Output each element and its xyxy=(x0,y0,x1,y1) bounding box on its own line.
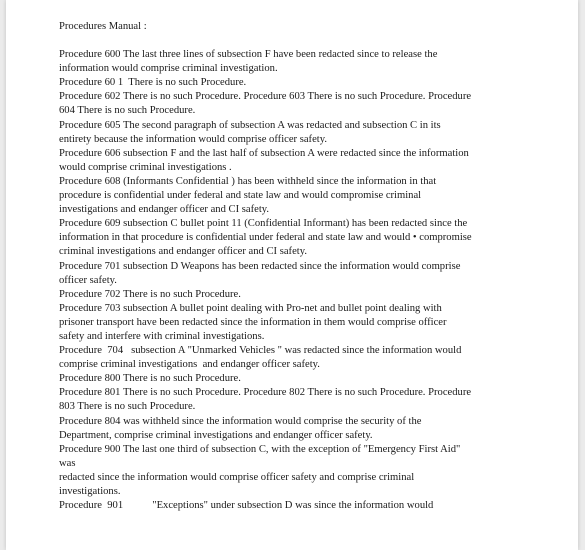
text-line: Procedure 804 was withheld since the information would comprise the security of the xyxy=(59,415,422,427)
text-line: Procedure 801 There is no such Procedure. Procedure 802 There is no such Procedure. Procedure xyxy=(59,387,472,399)
text-line: comprise criminal investigations and endanger officer safety. xyxy=(59,359,320,371)
text-line: Procedure 608 (Informants Confidential ) has been withheld since the information in that xyxy=(59,175,437,187)
procedure-paragraph xyxy=(59,147,529,175)
text-line: Procedure 606 subsection F and the last half of subsection A were redacted since the information xyxy=(59,147,469,159)
text-line: 604 There is no such Procedure. xyxy=(59,105,196,117)
text-line: procedure is confidential under federal and state law and would compromise criminal xyxy=(59,190,422,202)
document-title: Procedures Manual : xyxy=(59,21,147,32)
text-line: Procedure 702 There is no such Procedure. xyxy=(59,288,241,300)
text-line: safety and interfere with criminal investigations. xyxy=(59,330,265,342)
procedure-paragraph xyxy=(59,443,529,499)
procedure-paragraph xyxy=(59,175,529,217)
procedure-paragraph xyxy=(59,288,529,302)
text-line: information would comprise criminal investigation. xyxy=(59,63,278,75)
text-line: Procedure 704 subsection A "Unmarked Vehicles " was redacted since the information would xyxy=(59,345,462,357)
procedure-paragraph xyxy=(59,415,529,443)
text-line: redacted since the information would comprise officer safety and comprise criminal xyxy=(59,471,415,483)
text-line: Procedure 60 1 There is no such Procedure. xyxy=(59,77,247,89)
text-line: officer safety. xyxy=(59,274,117,286)
procedure-paragraph xyxy=(59,119,529,147)
paragraph-list xyxy=(59,48,529,513)
procedure-paragraph xyxy=(59,260,529,288)
document-content xyxy=(59,20,529,513)
procedure-paragraph xyxy=(59,344,529,372)
text-line: Procedure 703 subsection A bullet point dealing with Pro-net and bullet point dealing with xyxy=(59,302,442,314)
text-line: entirety because the information would comprise officer safety. xyxy=(59,133,327,145)
text-line: Procedure 602 There is no such Procedure. Procedure 603 There is no such Procedure. Procedure xyxy=(59,91,472,103)
text-line: Procedure 600 The last three lines of subsection F have been redacted since to release the xyxy=(59,49,438,61)
procedure-paragraph xyxy=(59,76,529,90)
text-line: Procedure 800 There is no such Procedure. xyxy=(59,373,241,385)
text-line: 803 There is no such Procedure. xyxy=(59,401,196,413)
procedure-paragraph xyxy=(59,90,529,118)
text-line: Procedure 605 The second paragraph of subsection A was redacted and subsection C in its xyxy=(59,119,441,131)
text-line: prisoner transport have been redacted since the information in them would comprise officer xyxy=(59,316,447,328)
text-line: investigations. xyxy=(59,486,121,497)
text-line: Procedure 900 The last one third of subsection C, with the exception of "Emergency First Aid" xyxy=(59,443,461,455)
procedure-paragraph xyxy=(59,48,529,76)
procedure-paragraph xyxy=(59,386,529,414)
text-line: criminal investigations and endanger officer and CI safety. xyxy=(59,246,307,258)
text-line: Procedure 701 subsection D Weapons has been redacted since the information would comprise xyxy=(59,260,461,272)
text-line: Department, comprise criminal investigations and endanger officer safety. xyxy=(59,429,373,441)
procedure-paragraph xyxy=(59,499,529,513)
text-line: was xyxy=(59,457,76,469)
text-line: Procedure 609 subsection C bullet point 11 (Confidential Informant) has been redacted since the xyxy=(59,218,468,230)
procedure-paragraph xyxy=(59,372,529,386)
text-line: investigations and endanger officer and CI safety. xyxy=(59,204,270,216)
text-line: Procedure 901 "Exceptions" under subsection D was since the information would xyxy=(59,500,434,512)
text-line: information in that procedure is confidential under federal and state law and would • compromise xyxy=(59,232,472,244)
procedure-paragraph xyxy=(59,302,529,344)
document-page xyxy=(6,0,578,550)
procedure-paragraph xyxy=(59,217,529,259)
text-line: would comprise criminal investigations . xyxy=(59,161,232,173)
